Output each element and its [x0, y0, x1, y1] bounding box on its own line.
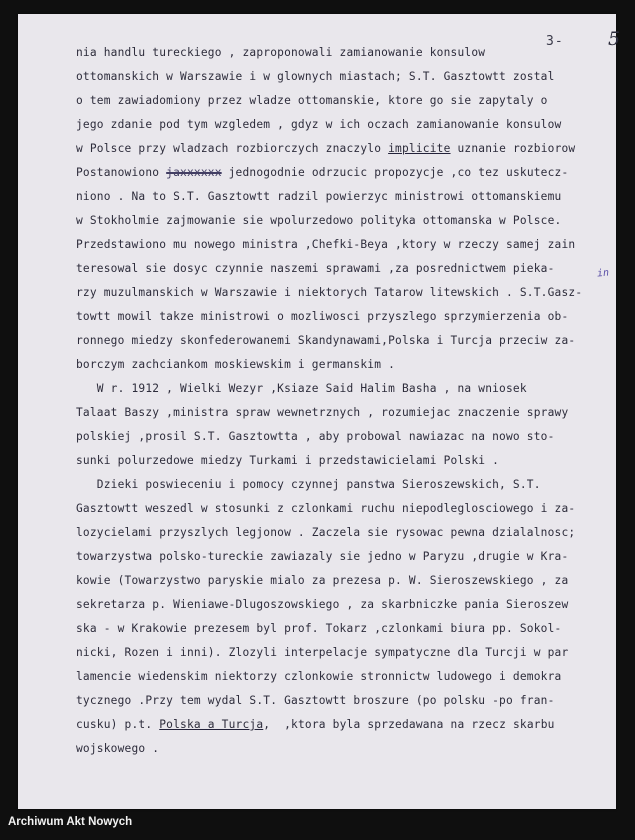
- text-segment: tycznego .Przy tem wydal S.T. Gasztowtt broszure (po polsku -po fran-: [76, 694, 555, 707]
- text-line: [76, 406, 568, 419]
- text-segment: borczym zachciankom moskiewskim i germanskim .: [76, 358, 396, 371]
- page-number: 3-: [546, 34, 564, 49]
- text-line: [76, 166, 568, 179]
- text-line: [76, 238, 575, 251]
- text-segment: ottomanskich w Warszawie i w glownych miastach; S.T. Gasztowtt zostal: [76, 70, 555, 83]
- text-segment: Gasztowtt weszedl w stosunki z czlonkami ruchu niepodleglosciowego i za-: [76, 502, 576, 515]
- text-segment: towtt mowil takze ministrowi o mozliwosci przyszlego sprzymierzenia ob-: [76, 310, 569, 323]
- text-segment: o tem zawiadomiony przez wladze ottomanskie, ktore go sie zapytaly o: [76, 94, 548, 107]
- document-page: [18, 14, 621, 809]
- text-line: [76, 142, 575, 155]
- text-segment: Postanowiono: [76, 166, 167, 179]
- text-segment: , ,ktora byla sprzedawana na rzecz skarbu: [263, 718, 555, 731]
- text-line: [76, 574, 568, 587]
- struck-text: jaxxxxxx: [166, 166, 222, 179]
- text-line: [76, 694, 555, 707]
- text-line: [76, 430, 555, 443]
- text-segment: sunki polurzedowe miedzy Turkami i przedstawicielami Polski .: [76, 454, 500, 467]
- text-segment: niono . Na to S.T. Gasztowtt radzil powierzyc ministrowi ottomanskiemu: [76, 190, 562, 203]
- text-line: [76, 598, 568, 611]
- text-segment: Talaat Baszy ,ministra spraw wewnetrznych , rozumiejac znaczenie sprawy: [76, 406, 569, 419]
- text-segment: jednogodnie odrzucic propozycje ,co tez uskutecz-: [221, 166, 569, 179]
- text-line: [76, 382, 527, 395]
- text-segment: w Polsce przy wladzach rozbiorczych znaczylo: [76, 142, 389, 155]
- text-line: [76, 118, 561, 131]
- handwritten-page-number: 5: [608, 28, 621, 50]
- text-line: [76, 622, 561, 635]
- text-line: [76, 46, 485, 59]
- text-line: [76, 550, 568, 563]
- text-line: [76, 310, 568, 323]
- text-segment: uznanie rozbiorow: [450, 142, 576, 155]
- text-line: [76, 742, 159, 755]
- text-segment: cusku) p.t.: [76, 718, 160, 731]
- text-segment: ska - w Krakowie prezesem byl prof. Tokarz ,czlonkami biura pp. Sokol-: [76, 622, 562, 635]
- text-segment: nia handlu tureckiego , zaproponowali zamianowanie konsulow: [76, 46, 486, 59]
- text-segment: w Stokholmie zajmowanie sie wpolurzedowo polityka ottomanska w Polsce.: [76, 214, 562, 227]
- text-segment: towarzystwa polsko-tureckie zawiazaly sie jedno w Paryzu ,drugie w Kra-: [76, 550, 569, 563]
- text-segment: wojskowego .: [76, 742, 160, 755]
- text-segment: polskiej ,prosil S.T. Gasztowtta , aby probowal nawiazac na nowo sto-: [76, 430, 555, 443]
- text-segment: lozycielami przyszlych legjonow . Zaczela sie rysowac pewna dzialalnosc;: [76, 526, 576, 539]
- text-line: [76, 334, 575, 347]
- text-line: [76, 646, 568, 659]
- text-segment: teresowal sie dosyc czynnie naszemi sprawami ,za posrednictwem pieka-: [76, 262, 555, 275]
- text-line: [76, 358, 395, 371]
- archive-caption: Archiwum Akt Nowych: [8, 816, 133, 828]
- text-line: [76, 214, 561, 227]
- margin-correction: in: [596, 267, 610, 280]
- text-segment: Dzieki poswieceniu i pomocy czynnej panstwa Sieroszewskich, S.T.: [76, 478, 541, 491]
- text-segment: W r. 1912 , Wielki Wezyr ,Ksiaze Said Halim Basha , na wniosek: [76, 382, 527, 395]
- text-segment: kowie (Towarzystwo paryskie mialo za prezesa p. W. Sieroszewskiego , za: [76, 574, 569, 587]
- text-line: [76, 718, 555, 731]
- text-line: [76, 670, 561, 683]
- text-line: [76, 286, 582, 299]
- text-line: [76, 502, 575, 515]
- text-segment: jego zdanie pod tym wzgledem , gdyz w ich oczach zamianowanie konsulow: [76, 118, 562, 131]
- text-segment: lamencie wiedenskim niektorzy czlonkowie stronnictw ludowego i demokra: [76, 670, 562, 683]
- text-line: [76, 454, 499, 467]
- underlined-text: Polska a Turcja: [159, 718, 264, 731]
- text-line: [76, 190, 561, 203]
- text-segment: nicki, Rozen i inni). Zlozyli interpelacje sympatyczne dla Turcji w par: [76, 646, 569, 659]
- text-segment: sekretarza p. Wieniawe-Dlugoszowskiego , za skarbniczke pania Sieroszew: [76, 598, 569, 611]
- underlined-text: implicite: [388, 142, 451, 155]
- text-line: [76, 526, 575, 539]
- text-segment: ronnego miedzy skonfederowanemi Skandynawami,Polska i Turcja przeciw za-: [76, 334, 576, 347]
- text-line: [76, 94, 548, 107]
- text-line: [76, 262, 555, 275]
- text-line: [76, 478, 541, 491]
- text-line: [76, 70, 555, 83]
- text-segment: Przedstawiono mu nowego ministra ,Chefki-Beya ,ktory w rzeczy samej zain: [76, 238, 576, 251]
- text-segment: rzy muzulmanskich w Warszawie i niektorych Tatarow litewskich . S.T.Gasz-: [76, 286, 583, 299]
